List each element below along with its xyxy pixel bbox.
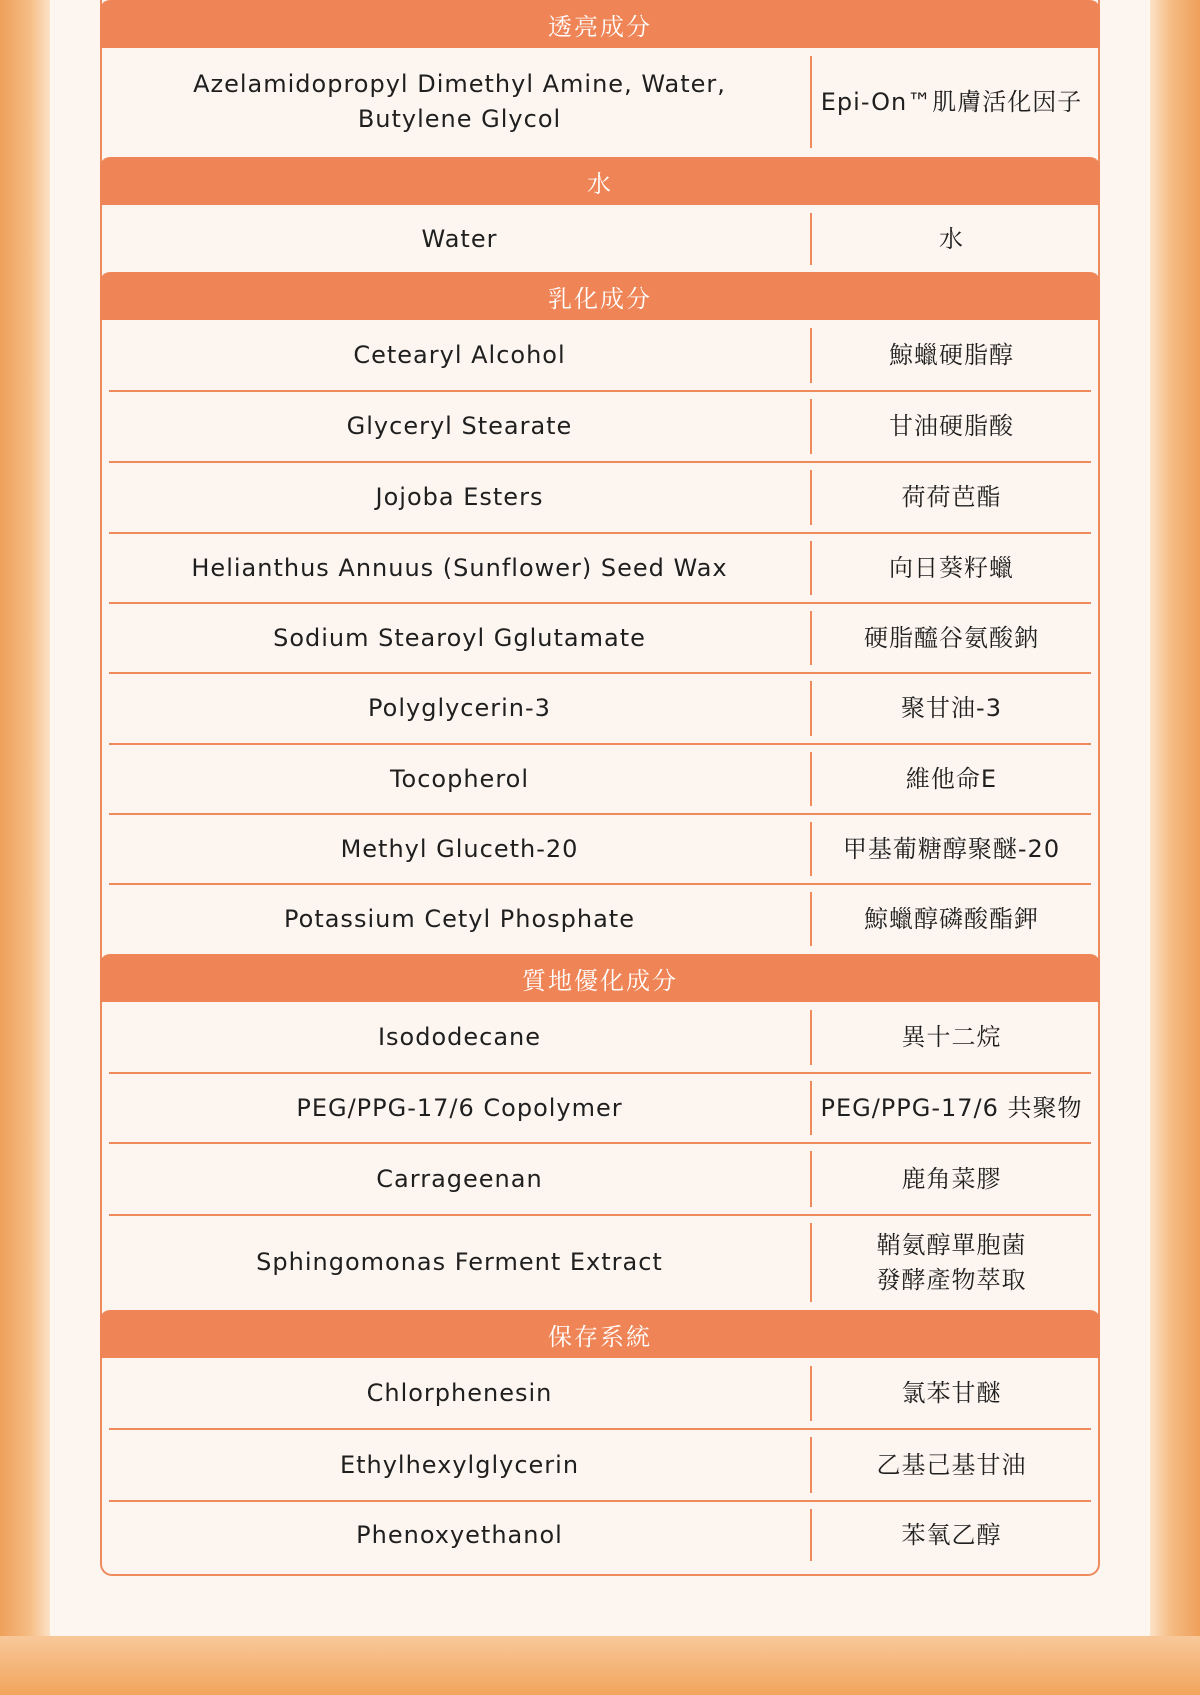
table-row bbox=[109, 673, 1091, 744]
ingredient-en: Polyglycerin-3 bbox=[368, 694, 551, 722]
ingredient-zh: 異十二烷 bbox=[901, 1023, 1002, 1051]
ingredient-en: Chlorphenesin bbox=[366, 1379, 553, 1407]
ingredient-zh: 苯氧乙醇 bbox=[901, 1520, 1002, 1549]
ingredient-zh: 甲基葡糖醇聚醚-20 bbox=[842, 834, 1061, 863]
section-header-texture bbox=[100, 954, 1100, 1002]
ingredient-en: Azelamidopropyl Dimethyl Amine, Water, Butylene Glycol bbox=[193, 70, 726, 133]
ingredient-en: Helianthus Annuus (Sunflower) Seed Wax bbox=[191, 553, 728, 582]
table-row bbox=[109, 1429, 1091, 1501]
ingredient-zh: 向日葵籽蠟 bbox=[889, 553, 1014, 582]
ingredient-en: PEG/PPG-17/6 Copolymer bbox=[296, 1093, 623, 1122]
ingredient-en: Tocopherol bbox=[389, 764, 530, 793]
ingredient-zh: 荷荷芭酯 bbox=[901, 483, 1002, 511]
section-title: 質地優化成分 bbox=[522, 966, 678, 995]
ingredient-zh: 氯苯甘醚 bbox=[901, 1379, 1002, 1407]
ingredient-en: Ethylhexylglycerin bbox=[339, 1450, 580, 1479]
ingredient-en: Isododecane bbox=[377, 1023, 542, 1051]
ingredient-en: Potassium Cetyl Phosphate bbox=[284, 904, 635, 933]
table-row bbox=[109, 462, 1091, 533]
table-row bbox=[109, 533, 1091, 603]
section-title: 乳化成分 bbox=[548, 284, 652, 313]
ingredient-en: Methyl Gluceth-20 bbox=[340, 834, 579, 863]
ingredient-zh: 維他命E bbox=[905, 764, 998, 793]
section-title: 透亮成分 bbox=[548, 12, 652, 41]
section-header-preservation bbox=[100, 1310, 1100, 1358]
ingredient-zh: 甘油硬脂酸 bbox=[889, 412, 1014, 440]
ingredient-zh: 聚甘油-3 bbox=[901, 694, 1002, 722]
ingredient-en: Phenoxyethanol bbox=[356, 1520, 563, 1549]
table-row bbox=[109, 814, 1091, 884]
ingredient-zh: 乙基己基甘油 bbox=[876, 1450, 1027, 1479]
table-row bbox=[109, 603, 1091, 673]
section-title: 保存系統 bbox=[548, 1322, 652, 1351]
table-row bbox=[109, 391, 1091, 462]
table-row bbox=[109, 1358, 1091, 1429]
table-row bbox=[109, 744, 1091, 814]
ingredient-en: Carrageenan bbox=[376, 1164, 543, 1193]
ingredient-zh: PEG/PPG-17/6 共聚物 bbox=[820, 1093, 1083, 1122]
bottom-band bbox=[0, 1636, 1200, 1695]
table-row bbox=[109, 1501, 1091, 1569]
table-row bbox=[109, 1143, 1091, 1215]
ingredient-zh: 水 bbox=[939, 224, 964, 253]
section-header-water bbox=[100, 157, 1100, 205]
ingredient-en: Water bbox=[421, 224, 498, 253]
ingredient-en: Jojoba Esters bbox=[375, 483, 544, 511]
table-row bbox=[109, 320, 1091, 391]
ingredient-zh: 鞘氨醇單胞菌 發酵產物萃取 bbox=[876, 1230, 1027, 1294]
ingredient-en: Cetearyl Alcohol bbox=[353, 341, 566, 369]
ingredient-zh: 鯨蠟醇磷酸酯鉀 bbox=[864, 904, 1039, 933]
ingredient-en: Sphingomonas Ferment Extract bbox=[256, 1248, 663, 1276]
section-title: 水 bbox=[587, 169, 613, 198]
ingredient-en: Sodium Stearoyl Gglutamate bbox=[273, 623, 646, 652]
table-row bbox=[109, 884, 1091, 954]
table-row bbox=[109, 205, 1091, 273]
ingredient-zh: 硬脂醯谷氨酸鈉 bbox=[864, 623, 1039, 652]
ingredient-en: Glyceryl Stearate bbox=[346, 412, 573, 440]
ingredient-zh: Epi-On™肌膚活化因子 bbox=[820, 87, 1083, 116]
section-header-emulsifier bbox=[100, 272, 1100, 320]
ingredient-zh: 鹿角菜膠 bbox=[901, 1164, 1002, 1193]
table-row bbox=[109, 1002, 1091, 1073]
table-row bbox=[109, 1073, 1091, 1143]
table-row bbox=[109, 48, 1091, 156]
ingredient-zh: 鯨蠟硬脂醇 bbox=[889, 341, 1014, 369]
section-header-brightening bbox=[100, 0, 1100, 48]
table-row bbox=[109, 1215, 1091, 1310]
